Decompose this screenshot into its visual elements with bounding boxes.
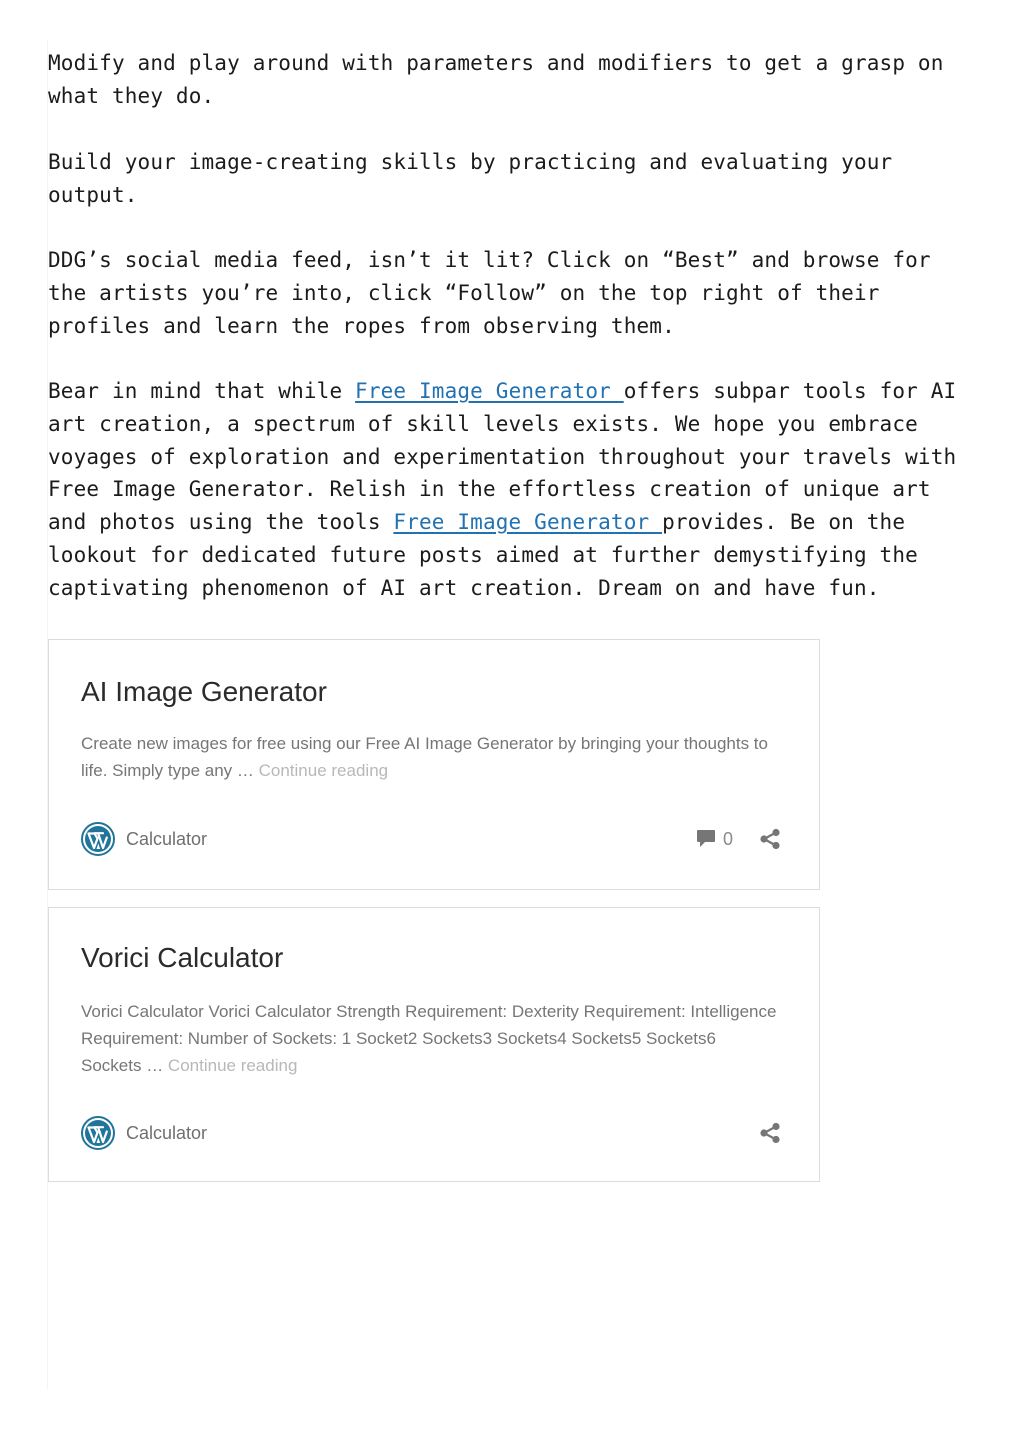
post-title-link[interactable]: AI Image Generator	[81, 676, 327, 707]
post-footer	[81, 822, 781, 856]
share-icon[interactable]	[759, 1122, 781, 1144]
author-link[interactable]	[81, 1116, 207, 1150]
related-post-card	[48, 639, 820, 890]
paragraph-text: Bear in mind that while	[48, 379, 356, 403]
share-icon[interactable]	[759, 828, 781, 850]
post-excerpt	[81, 730, 781, 784]
comment-count: 0	[722, 828, 733, 849]
wordpress-icon	[81, 1116, 115, 1150]
excerpt-text: Vorici Calculator Vorici Calculator Strength Requirement: Dexterity Requirement: Intelligence Requirement: Number of Sockets: 1 Socket2 Sockets3 Sockets4 Sockets5 Sockets6 Sockets …	[81, 1002, 777, 1075]
related-post-card	[48, 907, 820, 1182]
comment-icon	[696, 828, 716, 850]
post-title-link[interactable]: Vorici Calculator	[81, 942, 284, 973]
continue-reading-link[interactable]: Continue reading	[167, 1056, 298, 1075]
excerpt-text: Create new images for free using our Free AI Image Generator by bringing your thoughts to life. Simply type any …	[81, 734, 768, 780]
author-name: Calculator	[126, 828, 208, 849]
paragraph-build-skills: Build your image-creating skills by practicing and evaluating your output.	[48, 150, 893, 207]
author-name: Calculator	[126, 1122, 208, 1143]
comments-link[interactable]	[696, 828, 733, 850]
author-link[interactable]	[81, 822, 207, 856]
post-actions	[759, 1116, 781, 1150]
paragraph-bear-in-mind	[48, 375, 973, 605]
paragraph-text: offers subpar tools for AI art creation, a spectrum of skill levels exists. We hope you embrace voyages of exploration and experimentation throughout your travels with Free Image Generator. Relish in the effortless creation of unique art and photos using the tools	[48, 379, 957, 535]
paragraph-ddg-feed: DDG’s social media feed, isn’t it lit? Click on “Best” and browse for the artists you’re into, click “Follow” on the top right of their profiles and learn the ropes from observing them.	[48, 248, 931, 338]
wordpress-icon	[81, 822, 115, 856]
post-excerpt	[81, 998, 781, 1079]
paragraph-text: provides. Be on the lookout for dedicated future posts aimed at further demystifying the captivating phenomenon of AI art creation. Dream on and have fun.	[48, 510, 918, 600]
post-actions	[696, 822, 781, 856]
paragraph-modify: Modify and play around with parameters and modifiers to get a grasp on what they do.	[48, 51, 944, 108]
continue-reading-link[interactable]: Continue reading	[258, 761, 389, 780]
free-image-generator-link[interactable]: Free Image Generator	[393, 510, 663, 535]
free-image-generator-link[interactable]: Free Image Generator	[355, 379, 624, 403]
post-footer	[81, 1116, 781, 1150]
